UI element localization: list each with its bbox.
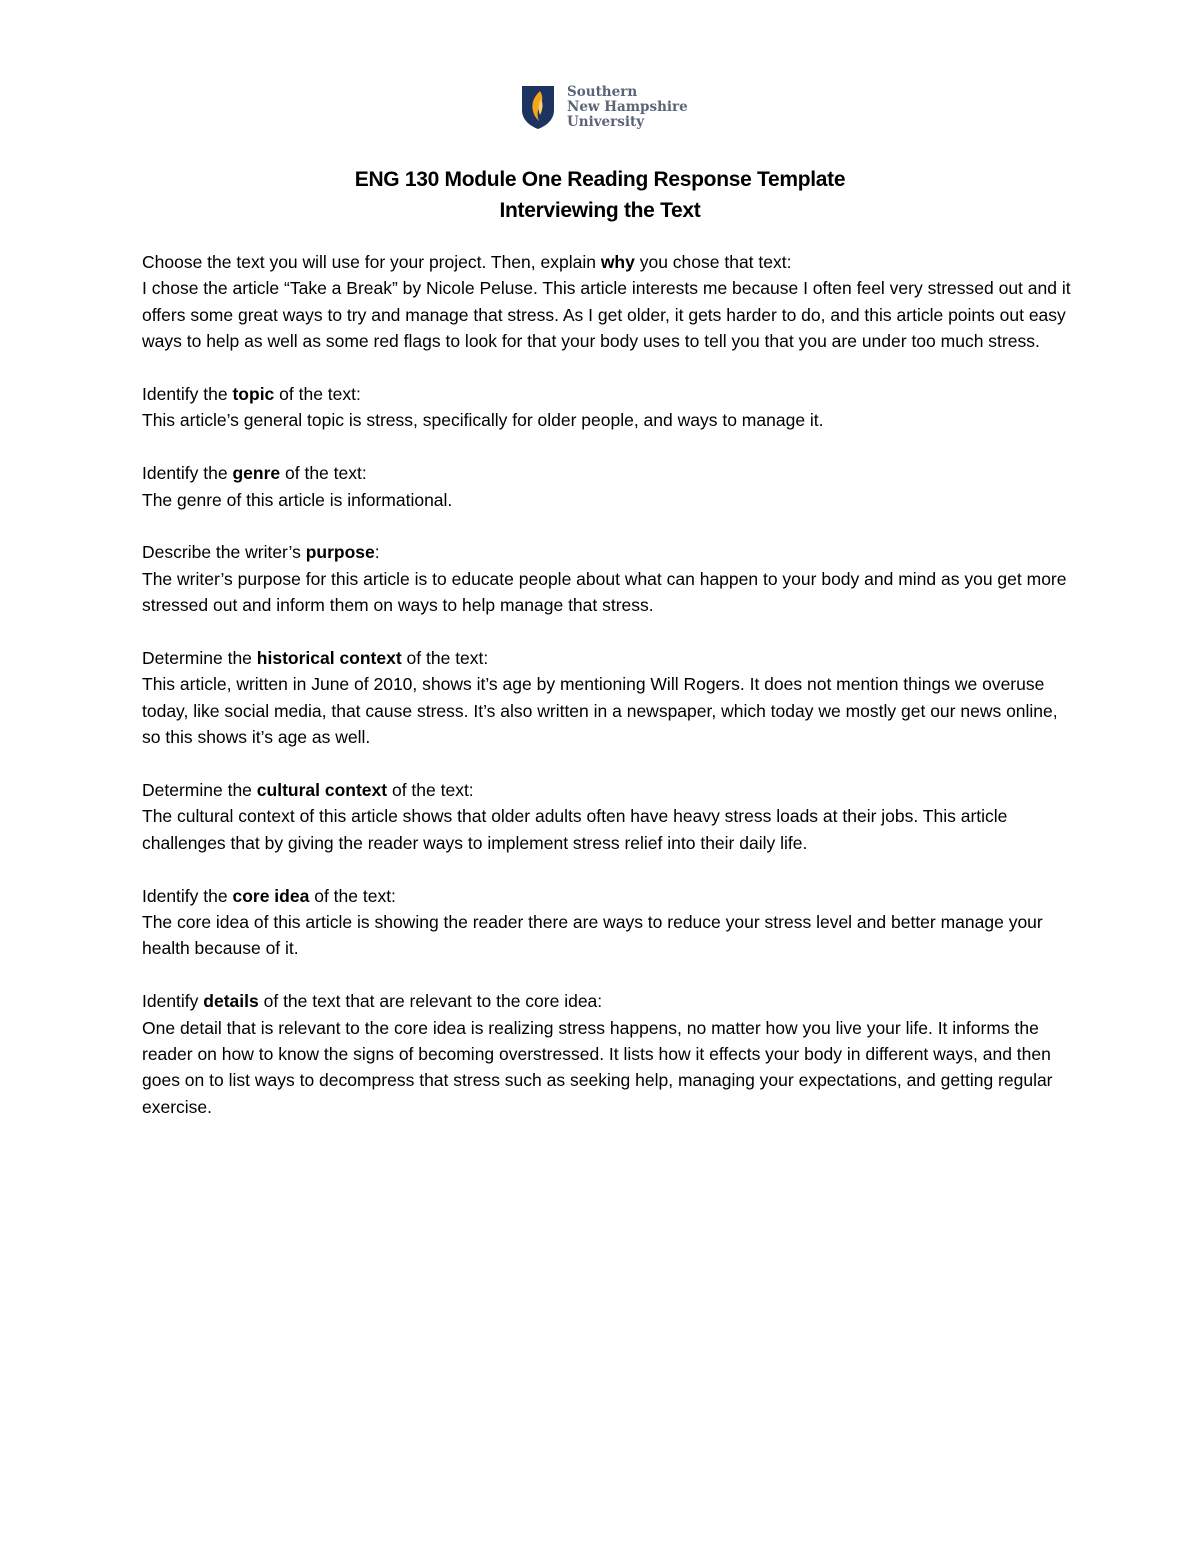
prompt-text: of the text: <box>387 780 474 801</box>
logo-line-1: Southern <box>567 83 638 100</box>
section-genre <box>142 460 1072 513</box>
logo-line-3: University <box>567 113 645 130</box>
section-historical-context <box>142 645 1072 751</box>
prompt-keyword: historical context <box>256 648 402 669</box>
prompt-text: Describe the writer’s <box>142 542 306 563</box>
prompt-keyword: genre <box>232 463 281 484</box>
section-response: The writer’s purpose for this article is to educate people about what can happen to your body and mind as you get more stressed out and inform them on ways to help manage that stress. <box>142 568 1067 616</box>
section-response: I chose the article “Take a Break” by Nicole Peluse. This article interests me because I often feel very stressed out and it offers some great ways to try and manage that stress. As I get older, it gets harder to do, and this article points out easy ways to help as well as some red flags to look for that your body uses to tell you that you are under too much stress. <box>142 278 1071 352</box>
logo-wordmark <box>567 85 688 130</box>
section-why-text <box>142 249 1072 355</box>
section-prompt <box>142 539 1072 565</box>
university-logo <box>521 84 688 130</box>
prompt-keyword: core idea <box>232 885 310 906</box>
section-response: This article’s general topic is stress, specifically for older people, and ways to manage it. <box>142 410 824 431</box>
prompt-text: Determine the <box>142 648 257 669</box>
section-response: The core idea of this article is showing the reader there are ways to reduce your stress level and better manage your health because of it. <box>142 912 1043 959</box>
document-title <box>0 164 1200 226</box>
prompt-text: of the text that are relevant to the core idea: <box>258 991 603 1012</box>
title-line-2: Interviewing the Text <box>499 199 701 222</box>
section-cultural-context <box>142 777 1072 856</box>
section-topic <box>142 381 1072 434</box>
title-line-1: ENG 130 Module One Reading Response Template <box>354 168 846 191</box>
section-prompt <box>142 988 1072 1014</box>
prompt-text: Identify the <box>142 885 233 906</box>
section-details <box>142 988 1072 1120</box>
document-body <box>142 249 1072 1147</box>
prompt-keyword: details <box>203 991 259 1012</box>
prompt-text: of the text: <box>309 885 396 906</box>
section-response: The genre of this article is informational. <box>142 489 453 510</box>
prompt-text: Identify the <box>142 463 233 484</box>
shield-flame-icon <box>521 84 555 130</box>
section-prompt <box>142 777 1072 803</box>
section-response: This article, written in June of 2010, shows it’s age by mentioning Will Rogers. It does not mention things we overuse today, like social media, that cause stress. It’s also written in a newspaper, which today we mostly get our news online, so this shows it’s age as well. <box>142 674 1058 748</box>
section-prompt <box>142 645 1072 671</box>
prompt-text: of the text: <box>280 463 367 484</box>
prompt-keyword: purpose <box>305 542 375 563</box>
prompt-text: of the text: <box>274 384 361 405</box>
section-prompt <box>142 381 1072 407</box>
section-prompt <box>142 460 1072 486</box>
prompt-keyword: topic <box>232 384 275 405</box>
prompt-text: you chose that text: <box>634 252 792 272</box>
section-core-idea <box>142 883 1072 962</box>
section-prompt <box>142 249 1072 275</box>
prompt-text: of the text: <box>401 648 489 669</box>
prompt-keyword: why <box>600 252 635 272</box>
prompt-text: Identify <box>142 991 204 1012</box>
prompt-text: Identify the <box>142 384 233 405</box>
section-response: One detail that is relevant to the core idea is realizing stress happens, no matter how you live your life. It informs the reader on how to know the signs of becoming overstressed. It lists how it effects your body in different ways, and then goes on to list ways to decompress that stress such as seeking help, managing your expectations, and getting regular exercise. <box>142 1017 1053 1117</box>
section-prompt <box>142 883 1072 909</box>
prompt-text: : <box>374 542 380 563</box>
section-response: The cultural context of this article shows that older adults often have heavy stress loads at their jobs. This article challenges that by giving the reader ways to implement stress relief into their daily life. <box>142 806 1008 853</box>
prompt-text: Choose the text you will use for your project. Then, explain <box>142 252 601 272</box>
logo-line-2: New Hampshire <box>567 98 688 115</box>
prompt-text: Determine the <box>142 780 257 801</box>
prompt-keyword: cultural context <box>256 780 388 801</box>
section-purpose <box>142 539 1072 618</box>
